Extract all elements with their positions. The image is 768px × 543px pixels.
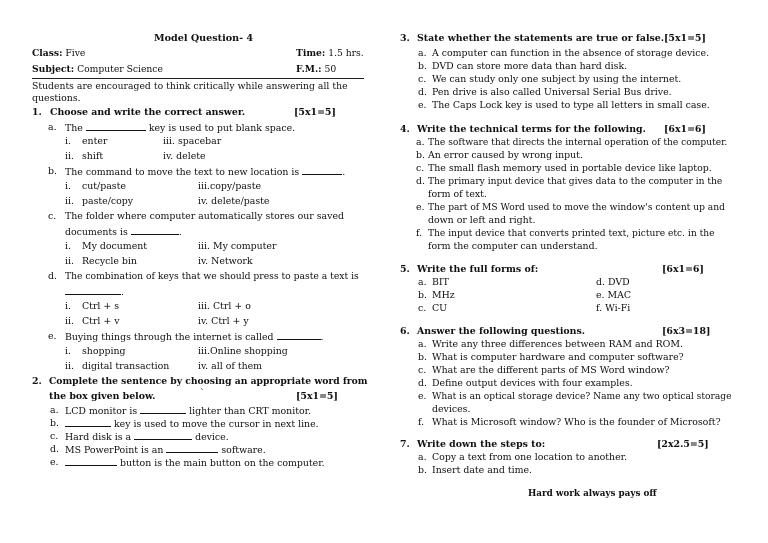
q1e-opt-iii (198, 346, 288, 358)
q2e-blank[interactable] (65, 457, 117, 466)
q1d-opt-i-roman: i. (65, 301, 71, 312)
q2d-after: software. (221, 445, 266, 456)
q1c-opt-iii-roman: iii. (198, 241, 210, 252)
q7b-letter: b. (418, 465, 427, 476)
q1c-opt-ii-roman: ii. (65, 256, 74, 267)
class-line (32, 48, 85, 60)
q1d-opt-iii (198, 301, 251, 313)
q1c-stem-line2-after: . (178, 227, 182, 238)
q2b-after: key is used to move the cursor in next line. (113, 419, 319, 430)
q1-title: Choose and write the correct answer. (50, 107, 246, 118)
q1d-stem-line1: The combination of keys that we should press to paste a text is (65, 271, 359, 282)
q3e-text: The Caps Lock key is used to type all letters in small case. (432, 100, 710, 111)
q1b-opt-iii-roman: iii. (198, 181, 210, 192)
q1c-letter: c. (48, 211, 57, 222)
q2-number: 2. (32, 376, 42, 387)
q1b-opt-iii (198, 181, 261, 193)
q6f-line1: What is Microsoft window? Who is the founder of Microsoft? (432, 417, 721, 428)
q1b-stem-before: The command to move the text to new location is (65, 167, 300, 178)
q6b-letter: b. (418, 352, 427, 363)
q1c-stem-line2 (65, 226, 182, 239)
q7-marks: [2x2.5=5] (657, 439, 709, 450)
q1b-opt-iii-text: copy/paste (209, 181, 262, 192)
q1b-stem-after: . (342, 167, 346, 178)
q1c-opt-iii-text: My computer (212, 241, 277, 252)
q3c-text: We can study only one subject by using the internet. (432, 74, 682, 85)
q1a-opt-iii (163, 136, 221, 148)
q1e-opt-iv (198, 361, 262, 373)
subject-label: Subject: (32, 64, 75, 75)
q1d-stem-line2-after: . (121, 287, 124, 298)
q1a-opt-iv-roman: iv. (163, 151, 174, 162)
q1a-opt-iii-text: spacebar (177, 136, 222, 147)
q3b-letter: b. (418, 61, 427, 72)
q1e-opt-iv-roman: iv. (198, 361, 209, 372)
q4f-letter: f. (416, 228, 423, 239)
q5e (596, 290, 631, 302)
q1c-opt-iii (198, 241, 276, 253)
q2b-letter: b. (50, 418, 59, 429)
q1-number: 1. (32, 107, 42, 118)
q5f-text: Wi-Fi (605, 303, 631, 314)
q6d-line1: Define output devices with four examples. (432, 378, 633, 389)
q6d-letter: d. (418, 378, 427, 389)
q1d-opt-ii-roman: ii. (65, 316, 74, 327)
time-label: Time: (296, 48, 326, 59)
q2e-letter: e. (50, 457, 59, 468)
q1e-opt-i-roman: i. (65, 346, 71, 357)
q2e-after: button is the main button on the computer. (119, 458, 325, 469)
q1c-blank[interactable] (131, 226, 179, 235)
q1a-opt-i: enter (82, 136, 108, 147)
q5c-letter: c. (418, 303, 427, 314)
q4a-line1: The software that directs the internal operation of the computer. (428, 138, 728, 148)
fm-label: F.M.: (296, 64, 322, 75)
q1d-blank[interactable] (65, 286, 121, 295)
q2c-after: device. (195, 432, 229, 443)
q1b-opt-i-roman: i. (65, 181, 71, 192)
q1d-opt-iii-roman: iii. (198, 301, 210, 312)
q1e-opt-ii: digital transaction (82, 361, 170, 372)
q6-marks: [6x3=18] (662, 326, 711, 337)
q1e-stem-before: Buying things through the internet is called (65, 332, 274, 343)
q3a-letter: a. (418, 48, 427, 59)
q2-tick-mark: ` (200, 388, 205, 399)
q1a-blank[interactable] (86, 122, 146, 131)
q1b-opt-ii: paste/copy (82, 196, 134, 207)
q2c-before: Hard disk is a (65, 432, 132, 443)
q2d-blank[interactable] (166, 444, 218, 453)
q2a-blank[interactable] (140, 405, 186, 414)
q1a-letter: a. (48, 122, 57, 133)
q6e-line1: What is an optical storage device? Name any two optical storage (432, 392, 732, 402)
q1c-opt-i-roman: i. (65, 241, 71, 252)
q5e-letter: e. (596, 290, 605, 301)
subject-value: Computer Science (77, 64, 163, 75)
q1d-opt-iv-roman: iv. (198, 316, 209, 327)
q2-marks: [5x1=5] (296, 391, 338, 402)
q5d (596, 277, 630, 289)
q1b-stem (65, 166, 345, 179)
q3d-text: Pen drive is also called Universal Serial Bus drive. (432, 87, 672, 98)
q1e-opt-ii-roman: ii. (65, 361, 74, 372)
q4d-line1: The primary input device that gives data to the computer in the (428, 177, 723, 187)
q1b-opt-iv-roman: iv. (198, 196, 209, 207)
q2a-before: LCD monitor is (65, 406, 138, 417)
class-label: Class: (32, 48, 63, 59)
q1d-opt-iv-text: Ctrl + y (211, 316, 249, 327)
q1b-letter: b. (48, 166, 57, 177)
q1d-stem-line2 (65, 286, 124, 299)
q3c-letter: c. (418, 74, 427, 85)
q4d-line2: form of text. (428, 189, 487, 200)
instructions-line-2: questions. (32, 93, 81, 104)
q2-title-line2: the box given below. (49, 391, 156, 402)
q1b-opt-ii-roman: ii. (65, 196, 74, 207)
q5d-text: DVD (607, 277, 630, 288)
q7a-text: Copy a text from one location to another. (432, 452, 628, 463)
q2d-before: MS PowerPoint is an (65, 445, 164, 456)
class-value: Five (65, 48, 86, 59)
q1e-opt-iv-text: all of them (211, 361, 263, 372)
q4b-line1: An error caused by wrong input. (428, 150, 583, 161)
q1c-stem-line1: The folder where computer automatically stores our saved (65, 211, 344, 222)
q4-title: Write the technical terms for the following. (417, 124, 646, 135)
q2c-sentence (65, 431, 229, 444)
q7b-text: Insert date and time. (432, 465, 533, 476)
paper-title: Model Question- 4 (154, 33, 254, 44)
q7-title: Write down the steps to: (417, 439, 546, 450)
q4e-letter: e. (416, 202, 425, 213)
q4a-letter: a. (416, 137, 425, 148)
q5a-letter: a. (418, 277, 427, 288)
q7a-letter: a. (418, 452, 427, 463)
q1a-stem-before: The (65, 123, 83, 134)
q1-marks: [5x1=5] (294, 107, 336, 118)
q1a-stem-after: key is used to put blank space. (148, 123, 296, 134)
q1c-opt-iv-text: Network (211, 256, 253, 267)
q2a-sentence (65, 405, 311, 418)
time-value: 1.5 hrs. (328, 48, 364, 59)
q1d-opt-iii-text: Ctrl + o (212, 301, 251, 312)
q1b-blank[interactable] (302, 166, 342, 175)
q6e-letter: e. (418, 391, 427, 402)
q1c-opt-iv (198, 256, 253, 268)
q2-title-line1: Complete the sentence by choosing an appropriate word from (49, 376, 368, 387)
subject-line (32, 64, 163, 76)
q4-marks: [6x1=6] (664, 124, 706, 135)
q1a-opt-iii-roman: iii. (163, 136, 175, 147)
q1e-stem (65, 331, 324, 344)
q1b-opt-iv-text: delete/paste (211, 196, 270, 207)
q2d-sentence (65, 444, 266, 457)
q1d-opt-ii: Ctrl + v (82, 316, 120, 327)
q6a-letter: a. (418, 339, 427, 350)
q1c-stem-line2-before: documents is (65, 227, 128, 238)
q5f-letter: f. (596, 303, 603, 314)
q1a-opt-iv (163, 151, 206, 163)
q4c-letter: c. (416, 163, 425, 174)
q2d-letter: d. (50, 444, 59, 455)
q1d-opt-iv (198, 316, 249, 328)
q4f-line2: form the computer can understand. (428, 241, 598, 252)
q1c-opt-iv-roman: iv. (198, 256, 209, 267)
q3d-letter: d. (418, 87, 427, 98)
q4c-line1: The small flash memory used in portable device like laptop. (428, 163, 712, 174)
q6f-letter: f. (418, 417, 425, 428)
q2a-after: lighter than CRT monitor. (189, 406, 312, 417)
q1e-opt-i: shopping (82, 346, 126, 357)
q2c-letter: c. (50, 431, 59, 442)
q6c-line1: What are the different parts of MS Word window? (432, 365, 670, 376)
q7-number: 7. (400, 439, 410, 450)
fm-line (296, 64, 336, 76)
q6e-line2: devices. (432, 404, 471, 415)
q1d-opt-i: Ctrl + s (82, 301, 120, 312)
q1e-blank[interactable] (277, 331, 321, 340)
q1c-opt-ii: Recycle bin (82, 256, 137, 267)
q4b-letter: b. (416, 150, 425, 161)
q5c-text: CU (432, 303, 448, 314)
q4d-letter: d. (416, 176, 425, 187)
q1e-letter: e. (48, 331, 57, 342)
q1a-opt-iv-text: delete (176, 151, 206, 162)
q1e-stem-after: . (320, 332, 324, 343)
q6a-line1: Write any three differences between RAM and ROM. (432, 339, 683, 350)
q4f-line1: The input device that converts printed text, picture etc. in the (428, 229, 715, 239)
q5f (596, 303, 630, 315)
q3-number: 3. (400, 33, 410, 44)
q5-marks: [6x1=6] (662, 264, 704, 275)
q4e-line1: The part of MS Word used to move the window's content up and (428, 203, 725, 213)
q6-title: Answer the following questions. (417, 326, 586, 337)
q5a-text: BIT (432, 277, 449, 288)
q3-title: State whether the statements are true or false. (417, 33, 665, 44)
header-divider (32, 78, 364, 79)
q2b-sentence (65, 418, 319, 431)
q5-title: Write the full forms of: (417, 264, 539, 275)
q3b-text: DVD can store more data than hard disk. (432, 61, 628, 72)
q2e-sentence (65, 457, 325, 470)
q5e-text: MAC (607, 290, 632, 301)
q5b-letter: b. (418, 290, 427, 301)
q1a-opt-ii: shift (82, 151, 104, 162)
q6-number: 6. (400, 326, 410, 337)
q1a-opt-ii-roman: ii. (65, 151, 74, 162)
q4-number: 4. (400, 124, 410, 135)
q1e-opt-iii-roman: iii. (198, 346, 210, 357)
q1b-opt-iv (198, 196, 269, 208)
q6b-line1: What is computer hardware and computer software? (432, 352, 684, 363)
q6c-letter: c. (418, 365, 427, 376)
q1c-opt-i: My document (82, 241, 148, 252)
q1e-opt-iii-text: Online shopping (209, 346, 288, 357)
footer-motto: Hard work always pays off (528, 489, 657, 499)
fm-value: 50 (324, 64, 337, 75)
q1b-opt-i: cut/paste (82, 181, 126, 192)
q5b-text: MHz (432, 290, 455, 301)
q1a-opt-i-roman: i. (65, 136, 71, 147)
q4e-line2: down or left and right. (428, 215, 536, 226)
q3-marks: [5x1=5] (664, 33, 706, 44)
q2b-blank[interactable] (65, 418, 111, 427)
q3a-text: A computer can function in the absence of storage device. (432, 48, 710, 59)
q3e-letter: e. (418, 100, 427, 111)
q5-number: 5. (400, 264, 410, 275)
q2a-letter: a. (50, 405, 59, 416)
q1d-letter: d. (48, 271, 57, 282)
q5d-letter: d. (596, 277, 605, 288)
instructions-line-1: Students are encouraged to think critically while answering all the (32, 81, 348, 92)
q2c-blank[interactable] (134, 431, 192, 440)
q1a-stem (65, 122, 295, 135)
time-line (296, 48, 364, 60)
